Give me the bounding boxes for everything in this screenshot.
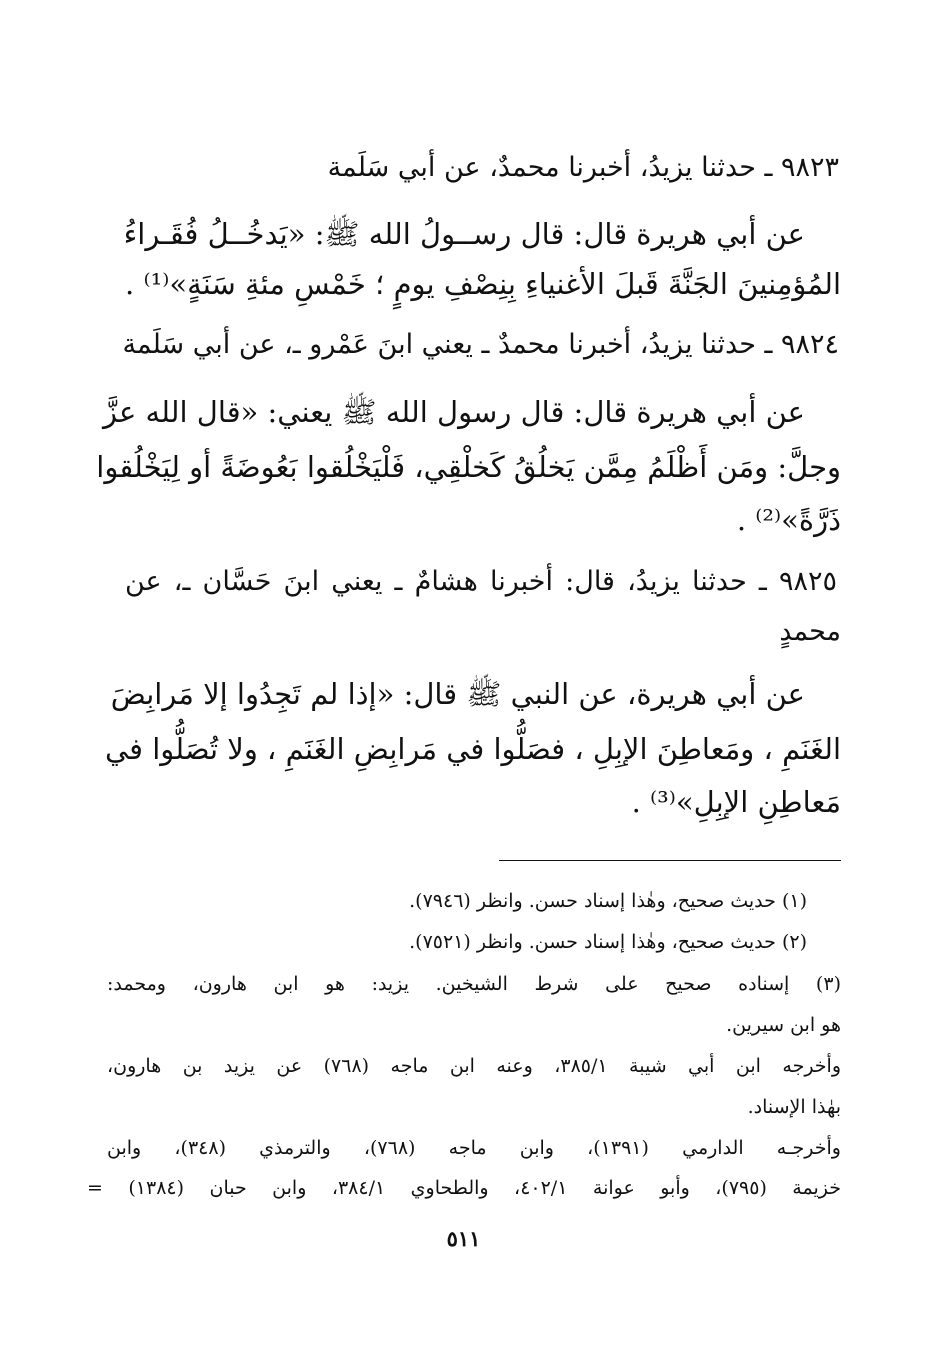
footnote-3-line-3: وأخرجه ابن أبي شيبة ٣٨٥/١، وعنه ابن ماجه (٧٦٨) عن يزيد بن هارون، — [107, 1055, 841, 1077]
hadith-9823-matn-line-1: عن أبي هريرة قال: قال رســولُ الله ﷺ: «يَدخُــلُ فُقَـراءُ — [123, 217, 805, 251]
page-number: ٥١١ — [446, 1226, 481, 1251]
hadith-9824-matn-line-1: عن أبي هريرة قال: قال رسول الله ﷺ يعني: «قال الله عزَّ — [103, 395, 805, 429]
hadith-9825-matn-line-1: عن أبي هريرة، عن النبي ﷺ قال: «إذا لم تَجِدُوا إلا مَرابِضَ — [110, 677, 805, 711]
hadith-9823-isnad: ٩٨٢٣ ـ حدثنا يزيدُ، أخبرنا محمدٌ، عن أبي سَلَمة — [327, 152, 839, 183]
hadith-9824-matn-line-3: ذَرَّةً»⁽²⁾ . — [736, 503, 841, 537]
footnote-2: (٢) حديث صحيح، وهٰذا إسناد حسن. وانظر (٧٥٢١). — [409, 931, 807, 953]
hadith-9824-matn-line-2: وجلَّ: ومَن أَظْلَمُ مِمَّن يَخلُقُ كَخلْقِي، فَلْيَخْلُقوا بَعُوضَةً أو لِيَخْلُقوا — [96, 450, 841, 484]
footnote-separator — [499, 860, 841, 861]
hadith-9824-isnad: ٩٨٢٤ ـ حدثنا يزيدُ، أخبرنا محمدٌ ـ يعني ابنَ عَمْرو ـ، عن أبي سَلَمة — [122, 329, 839, 360]
hadith-9825-isnad-line-2: محمدٍ — [779, 616, 841, 647]
footnote-3-line-5: وأخرجـه الدارمي (١٣٩١)، وابن ماجه (٧٦٨)، والترمذي (٣٤٨)، وابن — [107, 1137, 841, 1159]
footnote-3-line-6: خزيمة (٧٩٥)، وأبو عوانة ٤٠٢/١، والطحاوي ٣٨٤/١، وابن حبان (١٣٨٤) = — [87, 1177, 841, 1199]
footnote-3-line-1: (٣) إسناده صحيح على شرط الشيخين. يزيد: هو ابن هارون، ومحمد: — [107, 973, 841, 995]
footnote-3-line-4: بهٰذا الإسناد. — [747, 1096, 841, 1118]
footnote-1: (١) حديث صحيح، وهٰذا إسناد حسن. وانظر (٧٩٤٦). — [409, 890, 807, 912]
hadith-9825-matn-line-3: مَعاطِنِ الإبِلِ»⁽³⁾ . — [631, 785, 841, 819]
hadith-9825-matn-line-2: الغَنَمِ ، ومَعاطِنَ الإبِلِ ، فصَلُّوا في مَرابِضِ الغَنَمِ ، ولا تُصَلُّوا في — [104, 732, 841, 766]
footnote-3-line-2: هو ابن سيرين. — [726, 1014, 841, 1036]
hadith-9823-matn-line-2: المُؤمِنينَ الجَنَّةَ قَبلَ الأغنياءِ بِنِصْفِ يومٍ ؛ خَمْسِ مئةِ سَنَةٍ»⁽¹⁾ . — [125, 267, 842, 301]
hadith-9825-isnad-line-1: ٩٨٢٥ ـ حدثنا يزيدُ، قال: أخبرنا هشامٌ ـ يعني ابنَ حَسَّان ـ، عن — [125, 566, 837, 597]
